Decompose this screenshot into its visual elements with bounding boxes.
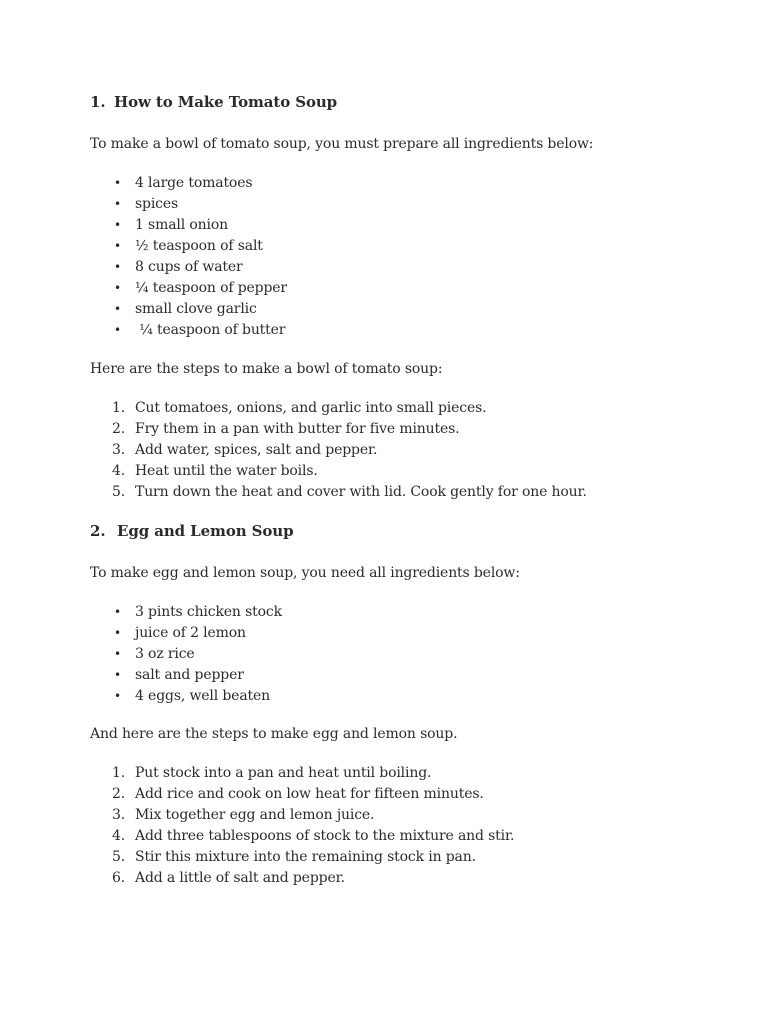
bullet-icon: •: [114, 302, 121, 316]
document-page: 1. How to Make Tomato Soup To make a bowl of tomato soup, you must prepare all ingredients below: • 4 large tomatoes • spices • 1 small onion • ½ teaspoon of salt • 8 cups of water • ¼ teaspoon of pepper • small clove garlic • ¼ teaspoon of butter Here are the steps to make a bowl of tomato soup: 1. Cut tomatoes, onions, and garlic into small pieces. 2. Fry them in a pan with butter for five minutes. 3. Add water, spices, salt and pepper. 4. Heat until the water boils. 5. Turn down the heat and cover with lid. Cook gently for one hour. 2. Egg and Lemon Soup To make egg and lemon soup, you need all ingredients below: • 3 pints chicken stock • juice of 2 lemon • 3 oz rice • salt and pepper • 4 eggs, well beaten And here are the steps to make egg and lemon soup. 1. Put stock into a pan and heat until boiling. 2. Add rice and cook on low heat for fifteen minutes. 3. Mix together egg and lemon juice. 4. Add three tablespoons of stock to the mixture and stir. 5. Stir this mixture into the remaining stock in pan. 6. Add a little of salt and pepper.: [0, 0, 768, 1024]
step-number: 3.: [112, 807, 126, 823]
section-2-ingredients-intro: To make egg and lemon soup, you need all ingredients below:: [90, 565, 520, 581]
step-number: 4.: [112, 463, 126, 479]
section-1-heading: [90, 93, 337, 111]
step-number: 2.: [112, 786, 126, 802]
bullet-icon: •: [114, 197, 121, 211]
bullet-icon: •: [114, 281, 121, 295]
step-number: 5.: [112, 849, 126, 865]
bullet-icon: •: [114, 176, 121, 190]
bullet-icon: •: [114, 626, 121, 640]
bullet-icon: •: [114, 605, 121, 619]
section-2-heading: [90, 522, 294, 540]
bullet-icon: •: [114, 323, 121, 337]
section-1-number: 1.: [90, 93, 106, 111]
step-number: 1.: [112, 400, 126, 416]
bullet-icon: •: [114, 668, 121, 682]
bullet-icon: •: [114, 260, 121, 274]
step-number: 1.: [112, 765, 126, 781]
section-1-ingredients-intro: To make a bowl of tomato soup, you must prepare all ingredients below:: [90, 136, 594, 152]
step-number: 5.: [112, 484, 126, 500]
bullet-icon: •: [114, 218, 121, 232]
bullet-icon: •: [114, 689, 121, 703]
step-number: 6.: [112, 870, 126, 886]
bullet-icon: •: [114, 647, 121, 661]
section-1-title: How to Make Tomato Soup: [114, 93, 338, 111]
step-number: 2.: [112, 421, 126, 437]
section-2-steps-intro: And here are the steps to make egg and lemon soup.: [90, 726, 458, 742]
section-2-number: 2.: [90, 522, 106, 540]
step-number: 3.: [112, 442, 126, 458]
bullet-icon: •: [114, 239, 121, 253]
step-number: 4.: [112, 828, 126, 844]
section-1-steps-intro: Here are the steps to make a bowl of tomato soup:: [90, 361, 443, 377]
section-2-title: Egg and Lemon Soup: [117, 522, 294, 540]
